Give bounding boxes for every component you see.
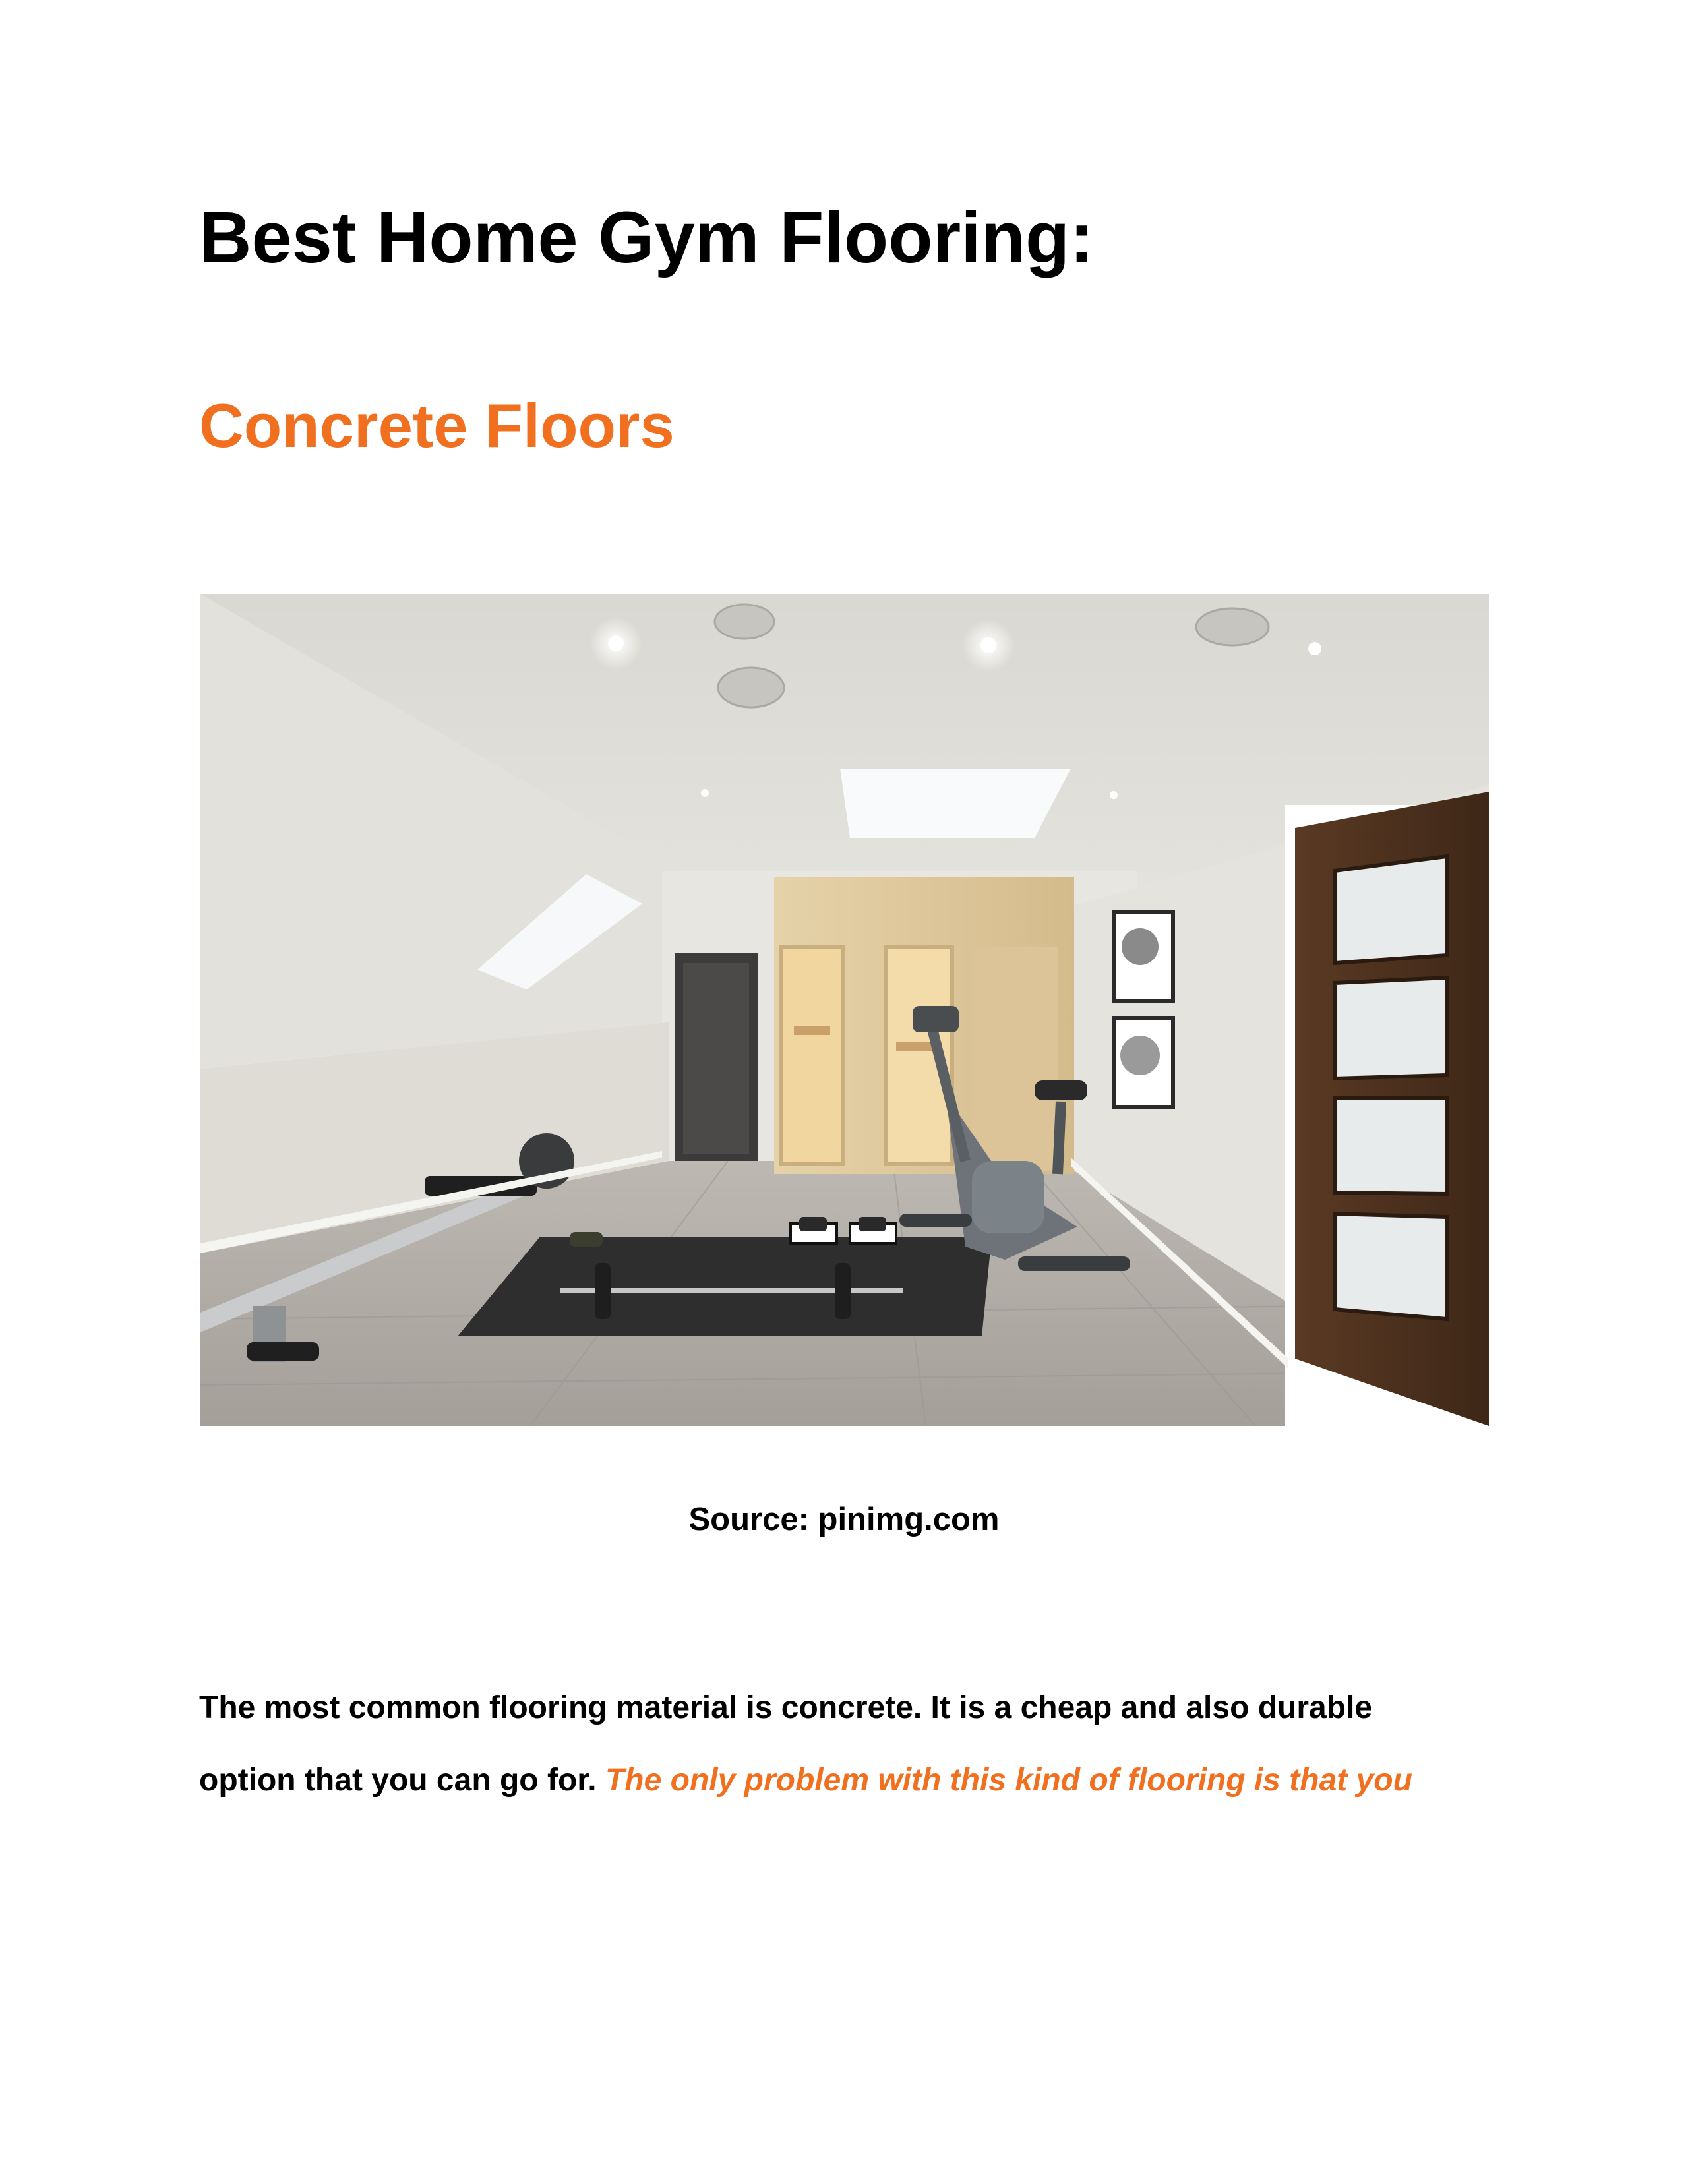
image-caption: Source: pinimg.com bbox=[688, 1502, 1000, 1537]
section-heading: Concrete Floors bbox=[199, 391, 675, 460]
paragraph-line-2 bbox=[199, 1744, 1518, 1817]
paragraph-line-1: The most common flooring material is concrete. It is a cheap and also durable bbox=[199, 1690, 1373, 1725]
paragraph-line-2-plain: option that you can go for. bbox=[199, 1763, 597, 1798]
page-title: Best Home Gym Flooring: bbox=[199, 197, 1094, 278]
paragraph-emphasis-text: The only problem with this kind of flooring is that you bbox=[605, 1763, 1412, 1798]
body-paragraph bbox=[199, 1672, 1518, 1817]
home-gym-photo bbox=[200, 594, 1489, 1426]
